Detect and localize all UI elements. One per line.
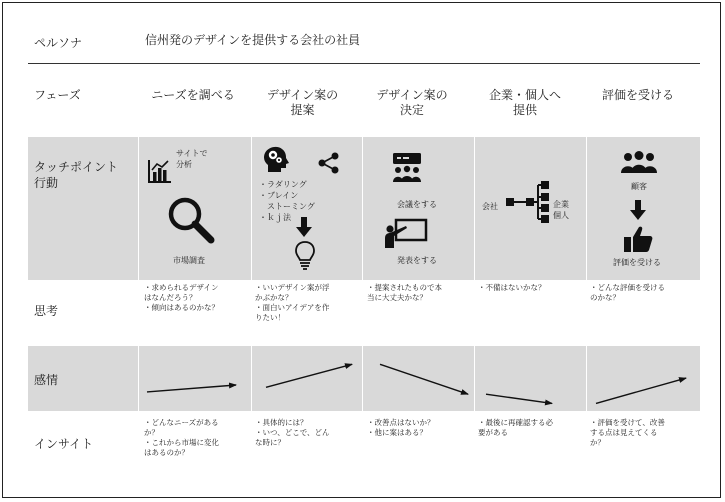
- row-label-touchpoint: タッチポイント 行動: [34, 160, 119, 190]
- insight-2: ・具体的には？ ・いつ、どこで、どん な時に？: [255, 418, 330, 447]
- phase-5: 評価を受ける: [601, 88, 674, 102]
- emotion-arrow-1: [147, 385, 236, 392]
- phase-1: ニーズを調べる: [151, 88, 235, 102]
- row-label-phase: フェーズ: [34, 88, 81, 102]
- persona-label: ペルソナ: [34, 36, 83, 50]
- thinking-3: ・提案されたもので本 当に大丈夫かな？: [367, 283, 442, 302]
- site-analysis-text: サイトで 分析: [176, 149, 208, 169]
- receive-evaluation-text: 評価を受ける: [613, 258, 661, 267]
- presentation-text: 発表をする: [397, 256, 437, 265]
- insight-5: ・評価を受けて、改善 する点は見えてくる か？: [590, 418, 665, 447]
- thinking-2: ・いいデザイン案が浮 かぶかな？ ・面白いアイデアを作 りたい！: [255, 283, 330, 322]
- thinking-1: ・求められるデザイン はなんだろう？ ・傾向はあるのかな？: [144, 283, 219, 312]
- customer-text: 顧客: [631, 182, 647, 191]
- phase-2: デザイン案の 提案: [266, 88, 339, 117]
- row-label-thinking: 思考: [34, 304, 59, 318]
- insight-1: ・どんなニーズがある か？ ・これから市場に変化 はあるのか？: [144, 418, 219, 457]
- emotion-arrow-5: [596, 378, 686, 403]
- market-research-text: 市場調査: [173, 256, 205, 265]
- emotion-arrow-4: [486, 394, 552, 403]
- phase-4: 企業・個人へ 提供: [488, 88, 561, 117]
- phase-3: デザイン案の 決定: [376, 88, 448, 117]
- ideation-methods-text: ・ラダリング ・ブレイン ストーミング ・ｋｊ法: [259, 180, 315, 222]
- thinking-4: ・不備はないかな？: [478, 283, 546, 292]
- enterprise-individual-text: 企業 個人: [553, 200, 569, 220]
- emotion-arrow-2: [266, 364, 352, 387]
- emotion-arrow-3: [380, 364, 468, 394]
- insight-4: ・最後に再確認する必 要がある: [478, 418, 553, 437]
- persona-value: 信州発のデザインを提供する会社の社員: [145, 33, 361, 47]
- insight-3: ・改善点はないか？ ・他に案はある？: [367, 418, 435, 437]
- thinking-5: ・どんな評価を受ける のかな？: [590, 283, 665, 302]
- meeting-text: 会議をする: [397, 200, 437, 209]
- company-text: 会社: [482, 202, 498, 211]
- row-label-insight: インサイト: [34, 437, 94, 451]
- row-label-emotion: 感情: [34, 373, 59, 387]
